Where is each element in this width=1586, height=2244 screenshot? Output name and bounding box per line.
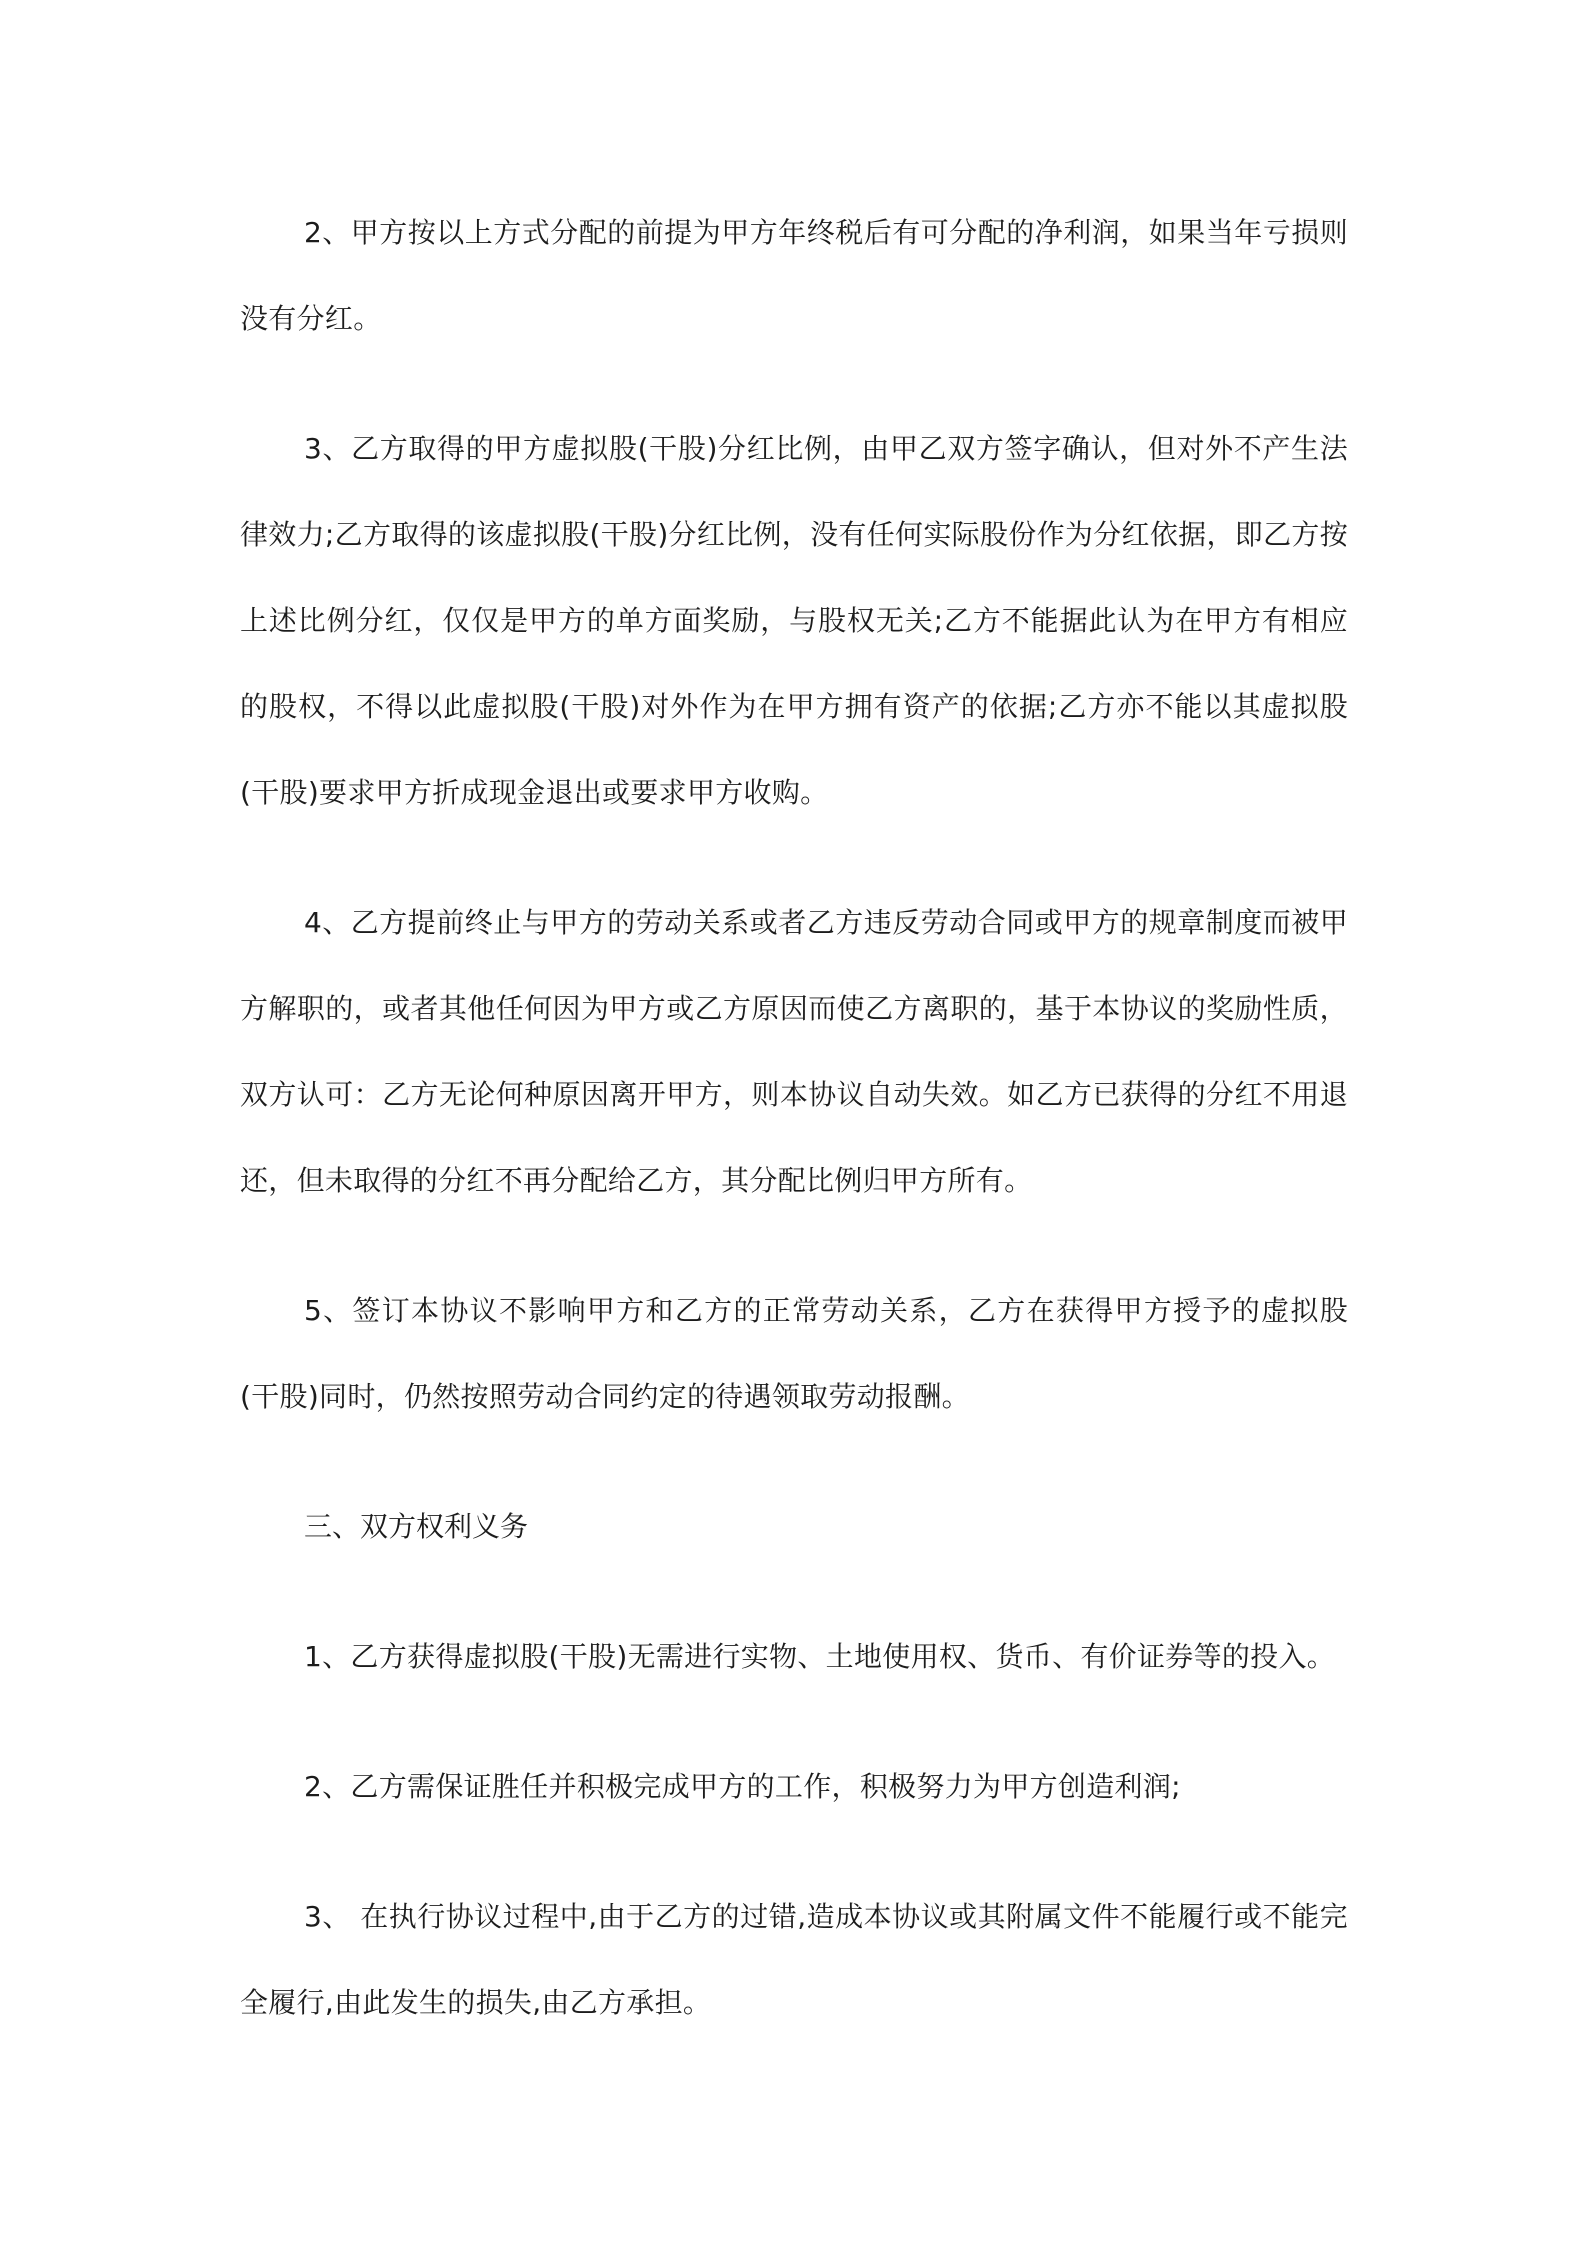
document-body [240,190,1348,2090]
paragraph-dividend-precondition: 2、甲方按以上方式分配的前提为甲方年终税后有可分配的净利润，如果当年亏损则没有分红。 [240,216,1348,335]
section-item-no-investment: 1、乙方获得虚拟股(干股)无需进行实物、土地使用权、货币、有价证券等的投入。 [304,1640,1336,1673]
paragraph-termination: 4、乙方提前终止与甲方的劳动关系或者乙方违反劳动合同或甲方的规章制度而被甲方解职的，或者其他任何因为甲方或乙方原因而使乙方离职的，基于本协议的奖励性质，双方认可：乙方无论何种原因离开甲方，则本协议自动失效。如乙方已获得的分红不用退还，但未取得的分红不再分配给乙方，其分配比例归甲方所有。 [240,906,1348,1197]
paragraph-labor-relation: 5、签订本协议不影响甲方和乙方的正常劳动关系，乙方在获得甲方授予的虚拟股(干股)同时，仍然按照劳动合同约定的待遇领取劳动报酬。 [240,1294,1348,1413]
section-heading-rights-obligations: 三、双方权利义务 [304,1510,529,1543]
section-item-duties: 2、乙方需保证胜任并积极完成甲方的工作，积极努力为甲方创造利润; [304,1770,1181,1803]
paragraph-dividend-ratio: 3、乙方取得的甲方虚拟股(干股)分红比例，由甲乙双方签字确认，但对外不产生法律效力;乙方取得的该虚拟股(干股)分红比例，没有任何实际股份作为分红依据，即乙方按上述比例分红，仅仅是甲方的单方面奖励，与股权无关;乙方不能据此认为在甲方有相应的股权，不得以此虚拟股(干股)对外作为在甲方拥有资产的依据;乙方亦不能以其虚拟股(干股)要求甲方折成现金退出或要求甲方收购。 [240,432,1348,809]
section-item-liability: 3、 在执行协议过程中,由于乙方的过错,造成本协议或其附属文件不能履行或不能完全履行,由此发生的损失,由乙方承担。 [240,1900,1348,2019]
